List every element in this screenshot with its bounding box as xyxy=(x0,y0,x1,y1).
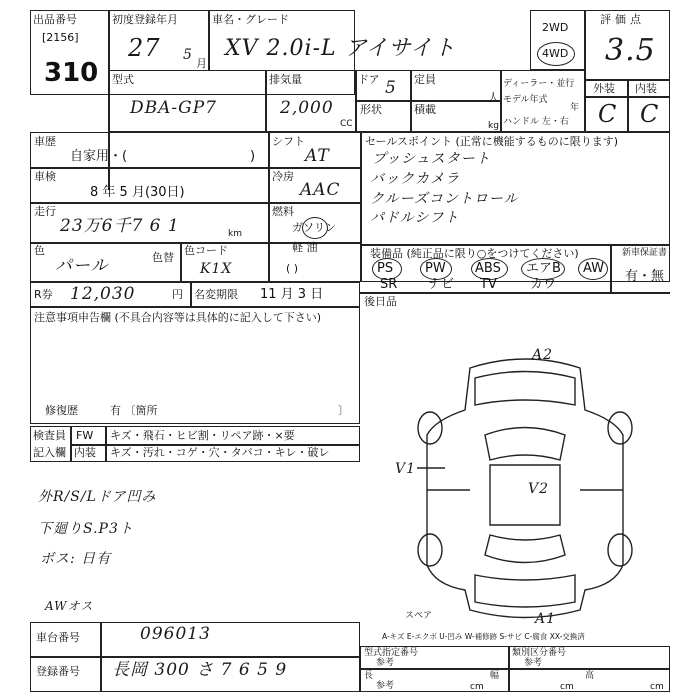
sales-point-2: バックカメラ xyxy=(370,171,460,187)
displacement-label: 排気量 xyxy=(269,73,302,86)
repair-close: 〕 xyxy=(338,404,349,417)
spare-label: スペア xyxy=(405,611,433,621)
notes-label: 注意事項申告欄 (不具合内容等は具体的に記入して下さい) xyxy=(34,311,322,324)
equip-leather: カワ xyxy=(530,277,557,292)
inspection-value: 8 年 5 月(30日) xyxy=(90,185,185,200)
km-unit: km xyxy=(228,229,242,239)
inspector-label-2: 記入欄 xyxy=(33,446,66,459)
dim-length-cm: cm xyxy=(470,682,484,692)
equip-sr: SR xyxy=(380,277,398,292)
car-rear-window xyxy=(485,535,565,563)
lot-label: 出品番号 xyxy=(33,13,77,26)
displacement-value: 2,000 xyxy=(280,98,334,118)
notes-frame xyxy=(30,307,360,424)
model-label: 型式 xyxy=(112,73,134,86)
sales-point-4: パドルシフト xyxy=(370,210,460,226)
handle-label: ハンドル 左・右 xyxy=(503,117,569,127)
person-unit: 人 xyxy=(488,91,499,104)
dim-width-cm: cm xyxy=(560,682,574,692)
score-value: 3.5 xyxy=(605,33,656,68)
month-unit: 月 xyxy=(196,57,207,70)
fuel-gasoline: ガソリン xyxy=(292,221,336,234)
ac-label: 冷房 xyxy=(272,170,294,183)
fuel-label: 燃料 xyxy=(272,205,294,218)
equip-aw: AW xyxy=(583,261,605,276)
first-reg-month: 5 xyxy=(183,47,193,63)
shape-label: 形状 xyxy=(360,103,382,116)
exterior-label: 外装 xyxy=(593,82,615,95)
damage-a1: A1 xyxy=(535,611,557,627)
color-code-label: 色コード xyxy=(184,244,228,257)
fuel-paren: ( ) xyxy=(286,262,299,275)
kg-unit: kg xyxy=(488,121,499,131)
inspector-interior: 内装 xyxy=(74,446,96,459)
equip-aw-circle xyxy=(578,258,608,280)
reg-value: 長岡 300 さ 7 6 5 9 xyxy=(112,660,288,680)
shift-label: シフト xyxy=(272,135,305,148)
color-code: K1X xyxy=(200,261,233,277)
inspection-label: 車検 xyxy=(34,170,56,183)
door-value: 5 xyxy=(385,78,397,98)
car-damage-diagram xyxy=(375,340,675,630)
mileage-label: 走行 xyxy=(34,205,56,218)
model-year-label: モデル年式 xyxy=(503,95,548,105)
damage-a2: A2 xyxy=(532,347,554,363)
equipment-label: 装備品 (純正品に限り○をつけてください) xyxy=(370,247,579,260)
warranty-value: 有・無 xyxy=(625,269,665,284)
wheel-rear-right xyxy=(608,534,632,566)
car-body-outline xyxy=(427,359,623,618)
exterior-grade: C xyxy=(598,100,618,128)
dim-width: 幅 xyxy=(490,671,500,681)
class-ref: 参考 xyxy=(524,658,543,668)
repaint-label: 色替 xyxy=(152,251,174,264)
damage-v2: V2 xyxy=(528,481,550,497)
ac-value: AAC xyxy=(300,180,341,200)
car-hood xyxy=(475,372,575,406)
equip-navi: ナビ xyxy=(428,277,455,292)
date-label: 後日品 xyxy=(364,295,397,308)
car-name-label: 車名・グレード xyxy=(212,13,289,26)
first-reg-year: 27 xyxy=(128,34,161,62)
model-code: DBA-GP7 xyxy=(130,98,217,118)
wheel-rear-left xyxy=(418,534,442,566)
lot-number: 310 xyxy=(44,58,99,88)
dim-height-cm: cm xyxy=(650,682,664,692)
door-label: ドア xyxy=(358,73,380,86)
dealer-label: ディーラー・並行 xyxy=(503,79,575,89)
sales-point-1: プッシュスタート xyxy=(372,151,491,167)
equip-pw: PW xyxy=(425,261,446,276)
car-name: XV 2.0i-L アイサイト xyxy=(225,36,457,61)
model-cert-ref: 参考 xyxy=(376,658,395,668)
equip-abs: ABS xyxy=(475,261,501,276)
first-reg-label: 初度登録年月 xyxy=(112,13,178,26)
repair-value: 有 〔箇所 xyxy=(110,404,158,417)
remark-4: AWオス xyxy=(45,599,94,613)
shift-value: AT xyxy=(305,146,330,166)
dim-height: 高 xyxy=(585,671,595,681)
equip-tv: TV xyxy=(480,277,497,292)
car-roof xyxy=(490,465,560,525)
sales-point-3: クルーズコントロール xyxy=(370,191,519,207)
interior-grade: C xyxy=(640,100,660,128)
fuel-gasoline-circle xyxy=(302,217,328,239)
inspector-fw-text: キズ・飛石・ヒビ割・リペア跡・×要 xyxy=(110,429,295,442)
cc-unit: CC xyxy=(340,119,353,129)
car-windshield xyxy=(485,428,565,461)
car-trunk xyxy=(475,575,575,607)
remark-1: 外R/S/Lドア凹み xyxy=(38,489,157,505)
remark-2: 下廻りS.P3ト xyxy=(38,521,134,537)
damage-v1: V1 xyxy=(395,461,417,477)
chassis-value: 096013 xyxy=(140,624,211,644)
inspector-fw: FW xyxy=(76,429,94,442)
r-value: 12,030 xyxy=(70,284,136,304)
score-label: 評価点 xyxy=(600,13,645,26)
capacity-label: 定員 xyxy=(414,73,436,86)
chassis-label: 車台番号 xyxy=(36,631,80,644)
color-value: パール xyxy=(55,256,109,276)
drive-4wd: 4WD xyxy=(542,47,569,60)
equip-airbag: エアB xyxy=(526,261,561,276)
dim-length: 長 xyxy=(364,671,374,681)
r-label: R券 xyxy=(34,288,53,301)
dim-ref: 参考 xyxy=(376,681,395,691)
history-label: 車歴 xyxy=(34,135,56,148)
drive-4wd-circle xyxy=(537,42,575,66)
mileage-value: 23万6千7 6 1 xyxy=(60,216,180,236)
deadline-value: 11 月 3 日 xyxy=(260,287,324,302)
sales-label: セールスポイント (正常に機能するものに限ります) xyxy=(365,135,619,148)
damage-legend: A-キズ E-エクボ U-凹み W-補修跡 S-サビ C-腐食 XX-交換済 xyxy=(382,632,585,641)
model-cert-label: 型式指定番号 xyxy=(364,648,419,658)
warranty-label: 新車保証書 xyxy=(622,248,668,258)
equip-ps: PS xyxy=(377,261,394,276)
year-unit: 年 xyxy=(570,103,580,113)
wheel-front-left xyxy=(418,412,442,444)
wheel-front-right xyxy=(608,412,632,444)
interior-label: 内装 xyxy=(635,82,657,95)
history-close: ) xyxy=(250,149,256,164)
drive-2wd: 2WD xyxy=(542,21,569,34)
history-value: 自家用・( xyxy=(70,149,128,164)
yen-unit: 円 xyxy=(172,288,183,301)
inspector-interior-text: キズ・汚れ・コゲ・穴・タバコ・キレ・破レ xyxy=(110,446,330,459)
inspector-label: 検査員 xyxy=(33,429,66,442)
fuel-diesel: 軽 油 xyxy=(292,241,318,254)
remark-3: ボス: 日有 xyxy=(40,551,112,567)
repair-label: 修復歴 xyxy=(45,404,78,417)
reg-label: 登録番号 xyxy=(36,665,80,678)
lot-sub: [2156] xyxy=(42,31,79,44)
class-label: 類別区分番号 xyxy=(512,648,567,658)
deadline-label: 名変期限 xyxy=(194,288,238,301)
color-label: 色 xyxy=(34,244,45,257)
load-label: 積載 xyxy=(414,103,436,116)
